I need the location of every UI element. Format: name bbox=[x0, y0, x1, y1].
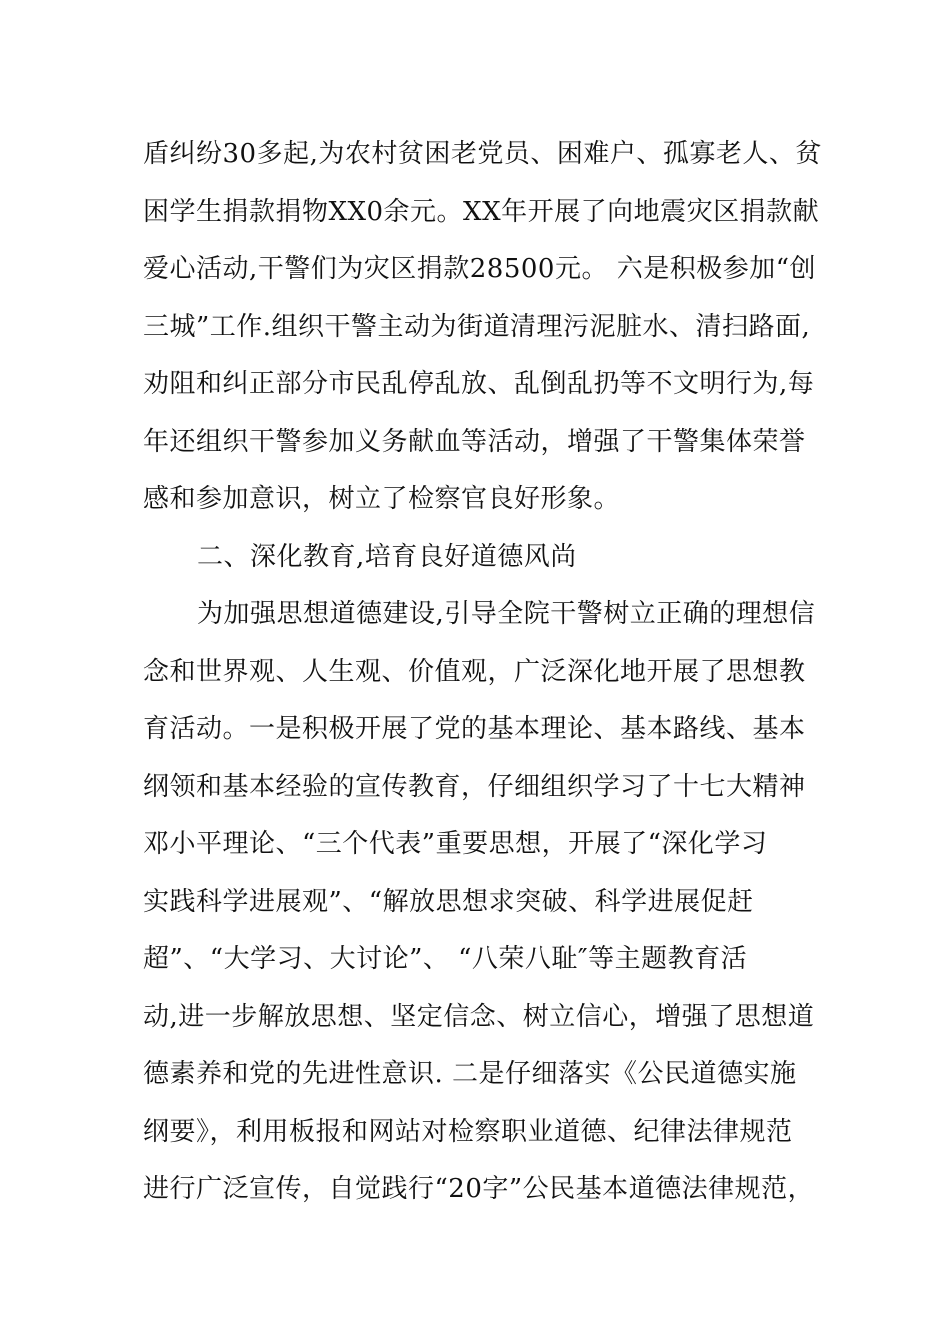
body-line: 育活动。一是积极开展了党的基本理论、基本路线、基本 bbox=[143, 714, 806, 744]
body-line: 年还组织干警参加义务献血等活动，增强了干警集体荣誉 bbox=[143, 426, 806, 457]
body-line: 德素养和党的先进性意识. 二是仔细落实《公民道德实施 bbox=[143, 1059, 797, 1089]
body-line: 超”、“大学习、大讨论”、 “八荣八耻″等主题教育活 bbox=[143, 944, 748, 974]
body-line: 邓小平理论、“三个代表”重要思想，开展了“深化学习 bbox=[143, 829, 768, 859]
body-line: 困学生捐款捐物XX0余元。XX年开展了向地震灾区捐款献 bbox=[143, 196, 820, 227]
body-line: 进行广泛宣传，自觉践行“20字”公民基本道德法律规范， bbox=[143, 1174, 815, 1204]
body-line: 劝阻和纠正部分市民乱停乱放、乱倒乱扔等不文明行为,每 bbox=[143, 369, 815, 399]
body-line: 实践科学进展观”、“解放思想求突破、科学进展促赶 bbox=[143, 886, 754, 917]
body-line: 动,进一步解放思想、坚定信念、树立信心，增强了思想道 bbox=[143, 1001, 815, 1032]
document-body bbox=[143, 126, 823, 1219]
body-line: 纲要》，利用板报和网站对检察职业道德、纪律法律规范 bbox=[143, 1116, 793, 1147]
body-line: 盾纠纷30多起,为农村贫困老党员、困难户、孤寡老人、贫 bbox=[143, 139, 822, 169]
section-heading: 二、深化教育,培育良好道德风尚 bbox=[197, 541, 577, 572]
body-line: 纲领和基本经验的宣传教育，仔细组织学习了十七大精神 bbox=[143, 771, 806, 802]
body-line: 感和参加意识，树立了检察官良好形象。 bbox=[143, 484, 621, 514]
body-line: 念和世界观、人生观、价值观，广泛深化地开展了思想教 bbox=[143, 656, 806, 687]
body-line: 三城”工作.组织干警主动为街道清理污泥脏水、清扫路面, bbox=[143, 311, 811, 342]
paragraph-first-line: 为加强思想道德建设,引导全院干警树立正确的理想信 bbox=[197, 599, 816, 629]
body-line: 爱心活动,干警们为灾区捐款28500元。 六是积极参加“创 bbox=[143, 254, 817, 284]
